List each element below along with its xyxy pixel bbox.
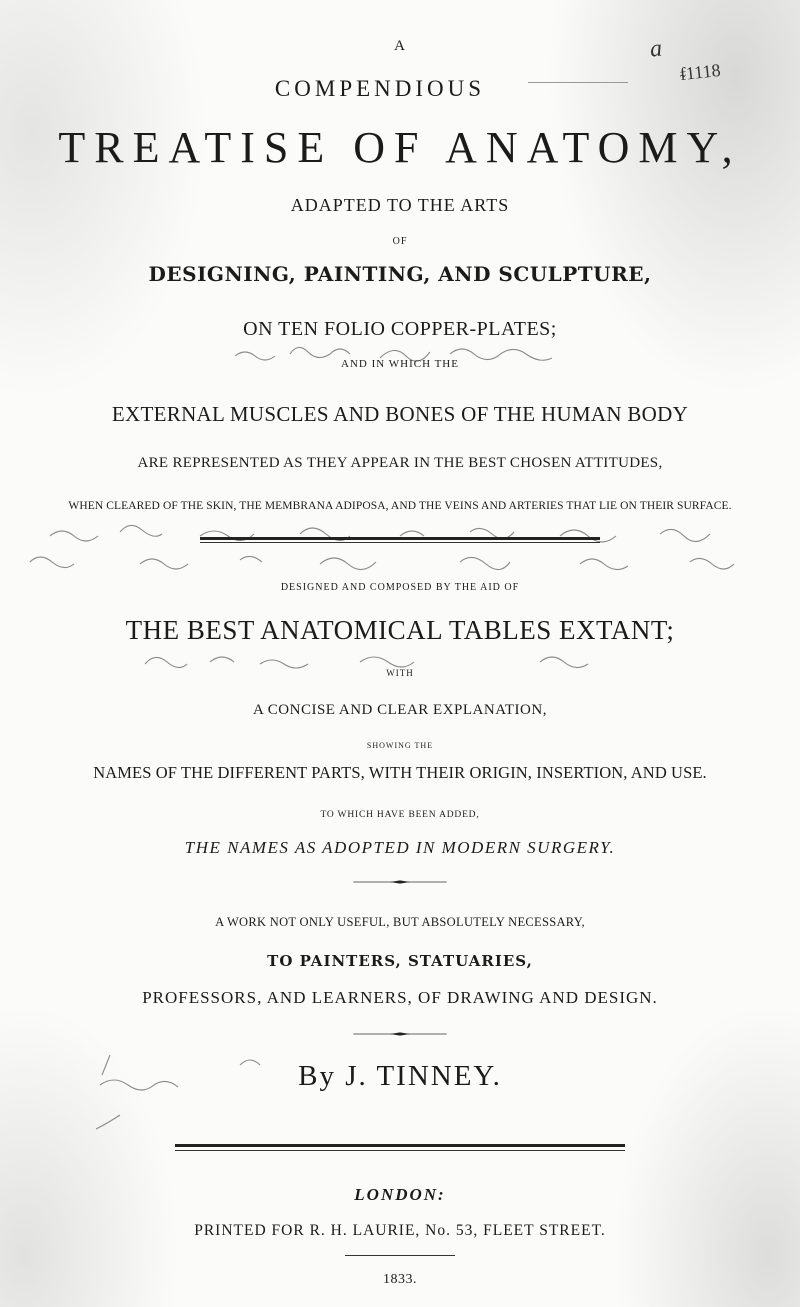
printer-line: PRINTED FOR R. H. LAURIE, No. 53, FLEET STREET.: [194, 1222, 606, 1239]
author-line: By J. TINNEY.: [298, 1060, 502, 1092]
external-muscles-line: EXTERNAL MUSCLES AND BONES OF THE HUMAN BODY: [111, 402, 689, 426]
compendious-heading: COMPENDIOUS: [274, 76, 486, 101]
author-rule-thin: [175, 1150, 625, 1151]
handwritten-annotation-3: [20, 548, 780, 578]
when-cleared-line: WHEN CLEARED OF THE SKIN, THE MEMBRANA ADIPOSA, AND THE VEINS AND ARTERIES THAT LIE ON THEIR SURFACE.: [68, 500, 732, 512]
author-rule-thick: [175, 1144, 625, 1147]
designed-by-line: DESIGNED AND COMPOSED BY THE AID OF: [280, 582, 520, 593]
ornamental-rule: [330, 880, 470, 884]
best-tables-line: THE BEST ANATOMICAL TABLES EXTANT;: [125, 615, 675, 645]
showing-line: SHOWING THE: [366, 741, 434, 750]
represented-line: ARE REPRESENTED AS THEY APPEAR IN THE BEST CHOSEN ATTITUDES,: [137, 455, 663, 471]
shelfmark-letter: a: [648, 35, 664, 63]
painters-line: TO PAINTERS, STATUARIES,: [267, 952, 533, 970]
adapted-line: ADAPTED TO THE ARTS: [290, 195, 510, 215]
double-rule-top: [200, 537, 600, 540]
modern-surgery-line: THE NAMES AS ADOPTED IN MODERN SURGERY.: [184, 838, 616, 857]
ornamental-rule-2: [330, 1032, 470, 1036]
names-line: NAMES OF THE DIFFERENT PARTS, WITH THEIR ORIGIN, INSERTION, AND USE.: [93, 763, 707, 782]
year-rule: [345, 1255, 455, 1256]
copper-plates-line: ON TEN FOLIO COPPER-PLATES;: [243, 318, 557, 340]
pencil-stroke: [528, 82, 628, 83]
double-rule-bottom: [200, 542, 600, 543]
handwritten-annotation-2: [40, 518, 760, 548]
of-line: OF: [392, 236, 408, 247]
in-which-line: AND IN WHICH THE: [341, 358, 459, 370]
professors-line: PROFESSORS, AND LEARNERS, OF DRAWING AND DESIGN.: [142, 988, 658, 1007]
main-title: TREATISE OF ANATOMY,: [58, 123, 742, 172]
article-a: A: [394, 38, 406, 54]
city-line: LONDON:: [354, 1185, 446, 1204]
added-line: TO WHICH HAVE BEEN ADDED,: [320, 810, 480, 820]
shelfmark-number: ᵮ1118: [679, 59, 722, 85]
explanation-line: A CONCISE AND CLEAR EXPLANATION,: [253, 702, 547, 718]
with-line: WITH: [386, 668, 414, 678]
year-line: 1833.: [383, 1272, 417, 1287]
work-useful-line: A WORK NOT ONLY USEFUL, BUT ABSOLUTELY NECESSARY,: [215, 915, 585, 929]
designing-line: DESIGNING, PAINTING, AND SCULPTURE,: [148, 262, 652, 286]
